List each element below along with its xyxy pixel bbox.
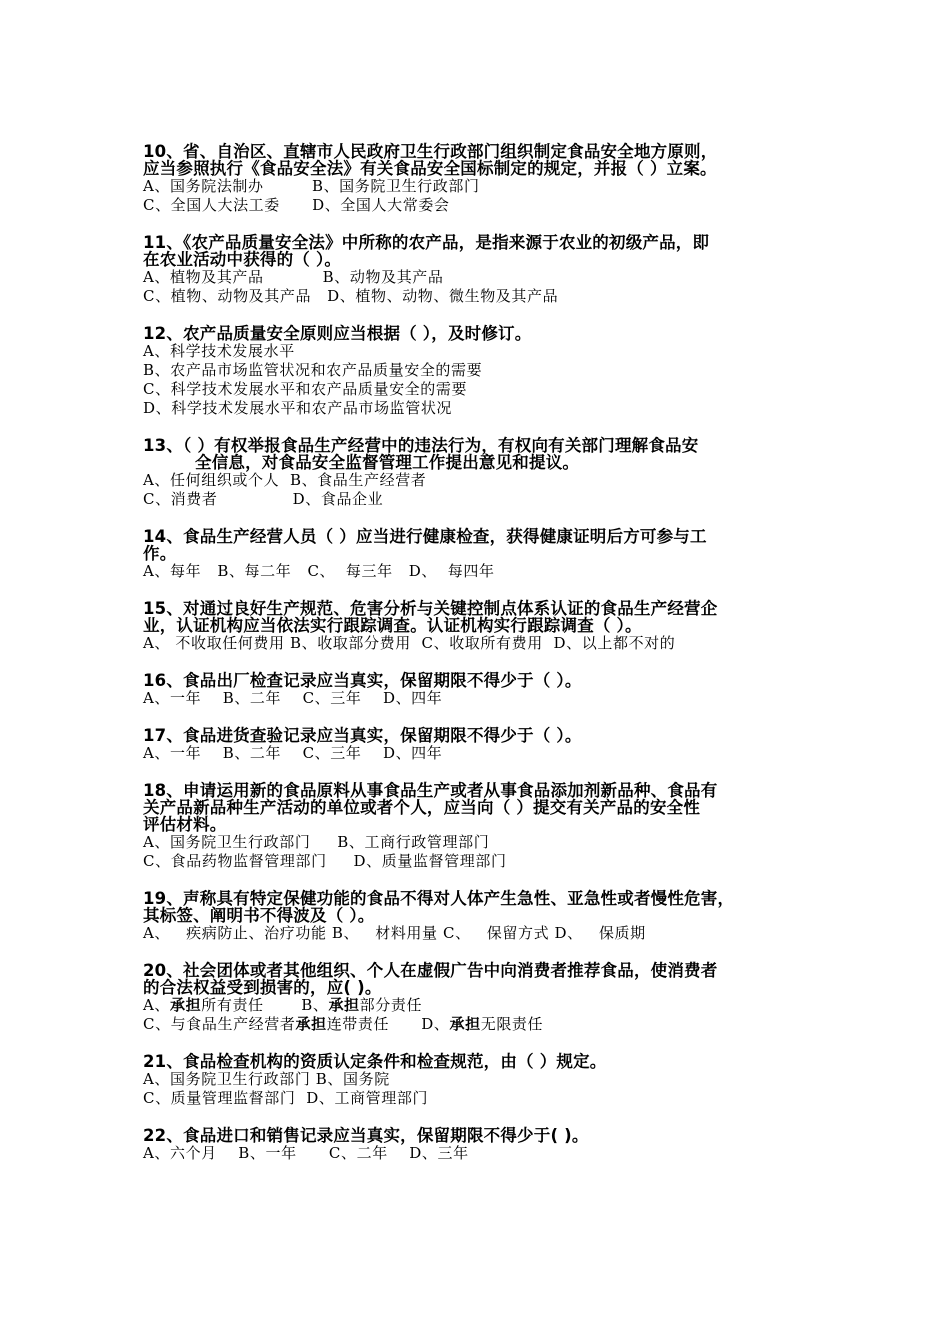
option-text: 连带责任 D、 [326, 1015, 450, 1033]
question-stem-line: 18、申请运用新的食品原料从事食品生产或者从事食品添加剂新品种、食品有 [143, 781, 718, 800]
option-line: A、任何组织或个人 B、食品生产经营者 [143, 471, 427, 489]
question-stem [143, 600, 833, 634]
question-stem [143, 727, 833, 744]
option-emphasis: 承担 [170, 996, 202, 1014]
option-line: C、质量管理监督部门 D、工商管理部门 [143, 1089, 429, 1107]
question-stem [143, 437, 833, 471]
question-stem-line: 19、声称具有特定保健功能的食品不得对人体产生急性、亚急性或者慢性危害， [143, 889, 735, 908]
question-block [143, 1053, 833, 1108]
option-line: A、六个月 B、一年 C、二年 D、三年 [143, 1144, 469, 1162]
question-stem-line: 22、食品进口和销售记录应当真实，保留期限不得少于( )。 [143, 1126, 589, 1145]
question-stem [143, 234, 833, 268]
option-line: A、国务院卫生行政部门 B、国务院 [143, 1070, 390, 1088]
option-line: A、一年 B、二年 C、三年 D、四年 [143, 744, 443, 762]
option-line: C、全国人大法工委 D、全国人大常委会 [143, 196, 450, 214]
question-block [143, 143, 833, 215]
question-stem [143, 325, 833, 342]
question-stem-line: 17、食品进货查验记录应当真实，保留期限不得少于（ ）。 [143, 726, 582, 745]
option-line: A、科学技术发展水平 [143, 342, 295, 360]
option-emphasis: 承担 [449, 1015, 481, 1033]
question-stem-line: 16、食品出厂检查记录应当真实，保留期限不得少于（ ）。 [143, 671, 582, 690]
option-emphasis: 承担 [295, 1015, 327, 1033]
question-stem-line: 在农业活动中获得的（ ）。 [143, 250, 342, 269]
option-line: D、科学技术发展水平和农产品市场监管状况 [143, 399, 453, 417]
question-stem-line: 关产品新品种生产活动的单位或者个人，应当向（ ）提交有关产品的安全性 [143, 798, 701, 817]
question-stem-line: 13、（ ）有权举报食品生产经营中的违法行为，有权向有关部门理解食品安 [143, 436, 699, 455]
question-stem-line: 21、食品检查机构的资质认定条件和检查规范，由（ ）规定。 [143, 1052, 607, 1071]
exam-page [143, 143, 833, 1182]
option-emphasis: 承担 [328, 996, 360, 1014]
option-text: 部分责任 [359, 996, 423, 1014]
question-stem [143, 528, 833, 562]
option-line [143, 996, 833, 1015]
option-line: C、食品药物监督管理部门 D、质量监督管理部门 [143, 852, 507, 870]
option-line: A、 不收取任何费用 B、收取部分费用 C、收取所有费用 D、以上都不对的 [143, 634, 676, 652]
question-stem-line: 评估材料。 [143, 815, 227, 834]
option-line [143, 1015, 833, 1034]
question-stem [143, 1053, 833, 1070]
option-text: 所有责任 B、 [201, 996, 329, 1014]
question-stem [143, 672, 833, 689]
option-line: A、一年 B、二年 C、三年 D、四年 [143, 689, 443, 707]
question-block [143, 890, 833, 943]
question-stem [143, 890, 833, 924]
option-line: A、国务院卫生行政部门 B、工商行政管理部门 [143, 833, 490, 851]
question-stem [143, 143, 833, 177]
option-line: A、国务院法制办 B、国务院卫生行政部门 [143, 177, 480, 195]
question-block [143, 437, 833, 509]
question-block [143, 600, 833, 653]
question-block [143, 727, 833, 763]
question-stem [143, 962, 833, 996]
question-stem-line: 20、社会团体或者其他组织、个人在虚假广告中向消费者推荐食品，使消费者 [143, 961, 718, 980]
question-block [143, 1127, 833, 1163]
question-block [143, 962, 833, 1034]
option-line: C、科学技术发展水平和农产品质量安全的需要 [143, 380, 468, 398]
question-block [143, 782, 833, 871]
question-stem-line: 应当参照执行《食品安全法》有关食品安全国标制定的规定，并报（ ）立案。 [143, 159, 717, 178]
question-stem-line: 业，认证机构应当依法实行跟踪调查。认证机构实行跟踪调查（ ）。 [143, 616, 642, 635]
question-block [143, 672, 833, 708]
question-block [143, 325, 833, 418]
question-stem-line: 12、农产品质量安全原则应当根据（ ），及时修订。 [143, 324, 532, 343]
question-stem-line: 的合法权益受到损害的，应( )。 [143, 978, 382, 997]
option-text: 无限责任 [480, 1015, 544, 1033]
option-line: A、 疾病防止、治疗功能 B、 材料用量 C、 保留方式 D、 保质期 [143, 924, 646, 942]
question-stem [143, 1127, 833, 1144]
option-text: A、 [143, 996, 171, 1014]
question-block [143, 528, 833, 581]
option-text: C、与食品生产经营者 [143, 1015, 296, 1033]
question-block [143, 234, 833, 306]
question-stem-line: 10、省、自治区、直辖市人民政府卫生行政部门组织制定食品安全地方原则， [143, 142, 718, 161]
question-stem-line: 作。 [143, 544, 177, 563]
option-line: A、植物及其产品 B、动物及其产品 [143, 268, 444, 286]
question-stem-line: 15、对通过良好生产规范、危害分析与关键控制点体系认证的食品生产经营企 [143, 599, 718, 618]
question-stem [143, 782, 833, 833]
question-stem-line: 14、食品生产经营人员（ ）应当进行健康检查，获得健康证明后方可参与工 [143, 527, 707, 546]
option-line: C、植物、动物及其产品 D、植物、动物、微生物及其产品 [143, 287, 559, 305]
question-stem-line: 其标签、阐明书不得波及（ ）。 [143, 906, 375, 925]
option-line: B、农产品市场监管状况和农产品质量安全的需要 [143, 361, 483, 379]
option-line: C、消费者 D、食品企业 [143, 490, 384, 508]
question-stem-line: 11、《农产品质量安全法》中所称的农产品，是指来源于农业的初级产品，即 [143, 233, 710, 252]
option-line: A、每年 B、每二年 C、 每三年 D、 每四年 [143, 562, 495, 580]
question-stem-line: 全信息，对食品安全监督管理工作提出意见和提议。 [195, 453, 580, 472]
